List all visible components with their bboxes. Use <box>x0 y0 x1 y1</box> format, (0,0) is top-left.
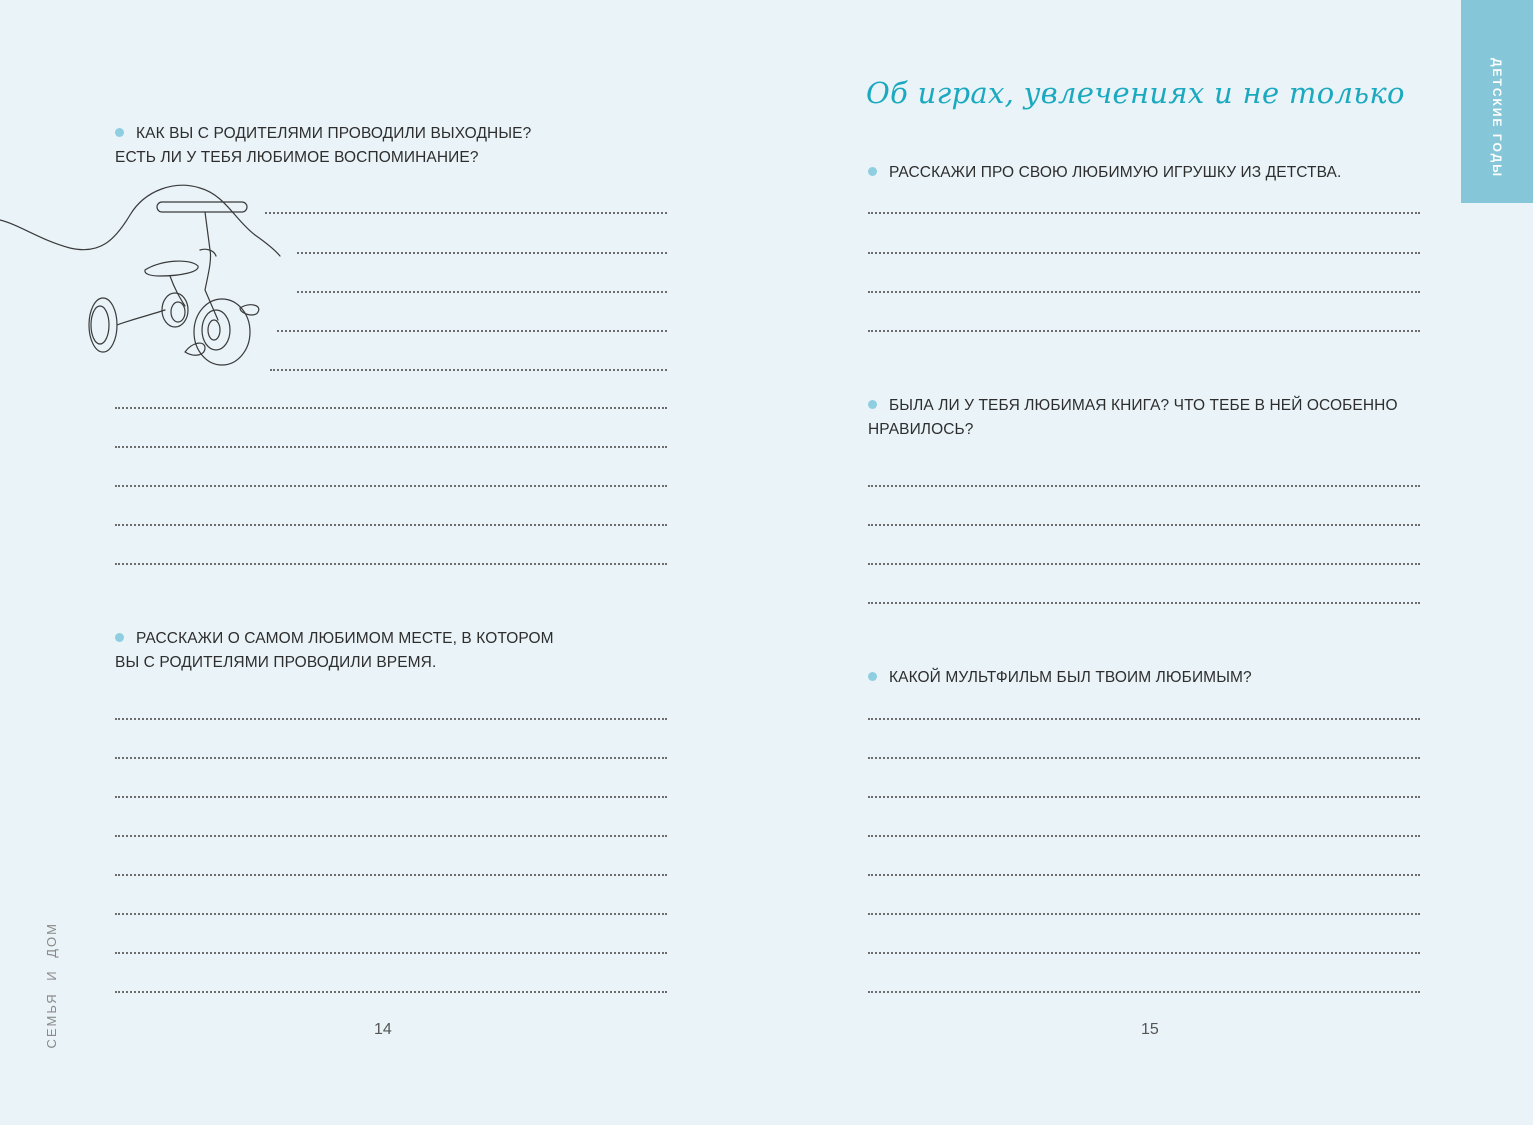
writing-line[interactable] <box>270 369 667 371</box>
writing-line[interactable] <box>868 563 1420 565</box>
question-favorite-toy <box>868 161 1341 185</box>
tricycle-illustration <box>0 180 290 380</box>
writing-line[interactable] <box>868 485 1420 487</box>
writing-line[interactable] <box>115 952 667 954</box>
writing-line[interactable] <box>297 252 667 254</box>
writing-line[interactable] <box>868 212 1420 214</box>
writing-line[interactable] <box>115 718 667 720</box>
section-tab <box>1461 0 1533 203</box>
question-text: БЫЛА ЛИ У ТЕБЯ ЛЮБИМАЯ КНИГА? ЧТО ТЕБЕ В НЕЙ ОСОБЕННО <box>889 397 1398 414</box>
writing-line[interactable] <box>265 212 667 214</box>
question-favorite-book <box>868 394 1398 442</box>
writing-line[interactable] <box>868 796 1420 798</box>
writing-line[interactable] <box>115 796 667 798</box>
bullet-icon <box>115 633 124 642</box>
writing-line[interactable] <box>115 874 667 876</box>
question-favorite-cartoon <box>868 666 1252 690</box>
writing-line[interactable] <box>868 913 1420 915</box>
bullet-icon <box>115 128 124 137</box>
page-number: 15 <box>1141 1021 1159 1038</box>
writing-line[interactable] <box>297 291 667 293</box>
writing-line[interactable] <box>868 524 1420 526</box>
question-text: ЕСТЬ ЛИ У ТЕБЯ ЛЮБИМОЕ ВОСПОМИНАНИЕ? <box>115 149 479 166</box>
page-title: Об играх, увлечениях и не только <box>866 76 1405 110</box>
writing-line[interactable] <box>115 757 667 759</box>
question-text: НРАВИЛОСЬ? <box>868 421 974 438</box>
question-text: КАКОЙ МУЛЬТФИЛЬМ БЫЛ ТВОИМ ЛЮБИМЫМ? <box>889 669 1252 686</box>
section-tab-label: ДЕТСКИЕ ГОДЫ <box>1490 58 1504 178</box>
question-weekends <box>115 122 531 170</box>
writing-line[interactable] <box>115 524 667 526</box>
writing-line[interactable] <box>277 330 667 332</box>
writing-line[interactable] <box>868 330 1420 332</box>
question-text: ВЫ С РОДИТЕЛЯМИ ПРОВОДИЛИ ВРЕМЯ. <box>115 654 437 671</box>
writing-line[interactable] <box>115 446 667 448</box>
question-favorite-place <box>115 627 554 675</box>
writing-line[interactable] <box>115 563 667 565</box>
section-side-label: СЕМЬЯ И ДОМ <box>44 922 59 1049</box>
writing-line[interactable] <box>868 718 1420 720</box>
question-text: РАССКАЖИ О САМОМ ЛЮБИМОМ МЕСТЕ, В КОТОРОМ <box>136 630 554 647</box>
writing-line[interactable] <box>868 252 1420 254</box>
left-page <box>0 0 766 1125</box>
bullet-icon <box>868 672 877 681</box>
writing-line[interactable] <box>115 407 667 409</box>
writing-line[interactable] <box>115 835 667 837</box>
writing-line[interactable] <box>868 835 1420 837</box>
writing-line[interactable] <box>115 913 667 915</box>
question-text: РАССКАЖИ ПРО СВОЮ ЛЮБИМУЮ ИГРУШКУ ИЗ ДЕТСТВА. <box>889 164 1342 181</box>
right-page <box>766 0 1533 1125</box>
writing-line[interactable] <box>115 485 667 487</box>
writing-line[interactable] <box>868 602 1420 604</box>
bullet-icon <box>868 167 877 176</box>
writing-line[interactable] <box>868 991 1420 993</box>
writing-line[interactable] <box>868 757 1420 759</box>
question-text: КАК ВЫ С РОДИТЕЛЯМИ ПРОВОДИЛИ ВЫХОДНЫЕ? <box>136 125 532 142</box>
writing-line[interactable] <box>115 991 667 993</box>
writing-line[interactable] <box>868 291 1420 293</box>
page-number: 14 <box>374 1021 392 1038</box>
writing-line[interactable] <box>868 874 1420 876</box>
writing-line[interactable] <box>868 952 1420 954</box>
bullet-icon <box>868 400 877 409</box>
